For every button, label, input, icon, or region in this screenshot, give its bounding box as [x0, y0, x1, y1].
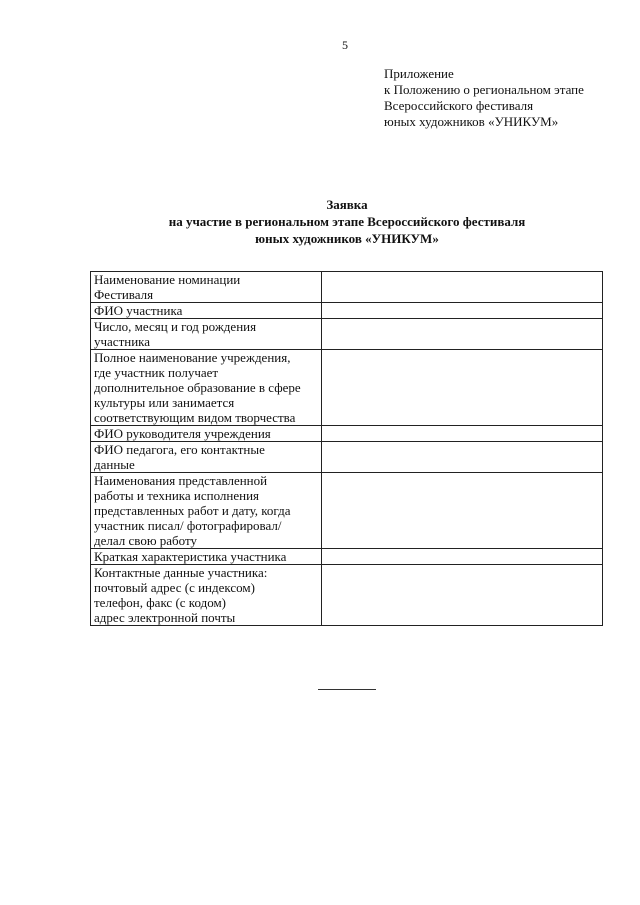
label-line: участник писал/ фотографировал/: [94, 518, 282, 533]
label-line: участника: [94, 334, 151, 349]
table-row: [91, 565, 603, 626]
row-label: [91, 426, 322, 442]
label-line: ФИО руководителя учреждения: [94, 426, 271, 441]
document-title: [0, 196, 640, 247]
label-line: где участник получает: [94, 365, 219, 380]
label-line: Контактные данные участника:: [94, 565, 268, 580]
table-row: [91, 303, 603, 319]
row-label: [91, 549, 322, 565]
label-line: представленных работ и дату, когда: [94, 503, 291, 518]
label-line: данные: [94, 457, 135, 472]
page-number: 5: [342, 38, 348, 52]
row-label: [91, 565, 322, 626]
title-line: юных художников «УНИКУМ»: [255, 231, 439, 246]
appendix-line: юных художников «УНИКУМ»: [384, 114, 559, 129]
label-line: ФИО участника: [94, 303, 183, 318]
label-line: дополнительное образование в сфере: [94, 380, 301, 395]
label-line: Число, месяц и год рождения: [94, 319, 257, 334]
row-value-cell[interactable]: [322, 319, 603, 350]
label-line: Наименование номинации: [94, 272, 241, 287]
row-value-cell[interactable]: [322, 350, 603, 426]
appendix-note: [384, 66, 584, 130]
table-row: [91, 426, 603, 442]
application-form-table: [90, 271, 603, 626]
table-row: [91, 350, 603, 426]
table-row: [91, 319, 603, 350]
row-label: [91, 303, 322, 319]
title-line: Заявка: [326, 197, 368, 212]
label-line: соответствующим видом творчества: [94, 410, 296, 425]
row-value-cell[interactable]: [322, 549, 603, 565]
label-line: Фестиваля: [94, 287, 154, 302]
row-value-cell[interactable]: [322, 442, 603, 473]
title-line: на участие в региональном этапе Всероссийского фестиваля: [168, 214, 526, 229]
row-label: [91, 442, 322, 473]
label-line: телефон, факс (с кодом): [94, 595, 227, 610]
row-label: [91, 350, 322, 426]
table-row: [91, 272, 603, 303]
appendix-line: Всероссийского фестиваля: [384, 98, 534, 113]
label-line: делал свою работу: [94, 533, 197, 548]
row-value-cell[interactable]: [322, 565, 603, 626]
row-label: [91, 473, 322, 549]
row-value-cell[interactable]: [322, 303, 603, 319]
label-line: Наименования представленной: [94, 473, 268, 488]
label-line: Краткая характеристика участника: [94, 549, 287, 564]
label-line: ФИО педагога, его контактные: [94, 442, 265, 457]
label-line: почтовый адрес (с индексом): [94, 580, 255, 595]
appendix-line: к Положению о региональном этапе: [384, 82, 584, 97]
table-row: [91, 549, 603, 565]
row-value-cell[interactable]: [322, 272, 603, 303]
row-value-cell[interactable]: [322, 473, 603, 549]
label-line: работы и техника исполнения: [94, 488, 260, 503]
appendix-line: Приложение: [384, 66, 454, 81]
row-label: [91, 319, 322, 350]
closing-divider: [318, 689, 376, 690]
label-line: культуры или занимается: [94, 395, 235, 410]
table-row: [91, 473, 603, 549]
label-line: адрес электронной почты: [94, 610, 236, 625]
row-label: [91, 272, 322, 303]
row-value-cell[interactable]: [322, 426, 603, 442]
table-row: [91, 442, 603, 473]
label-line: Полное наименование учреждения,: [94, 350, 291, 365]
